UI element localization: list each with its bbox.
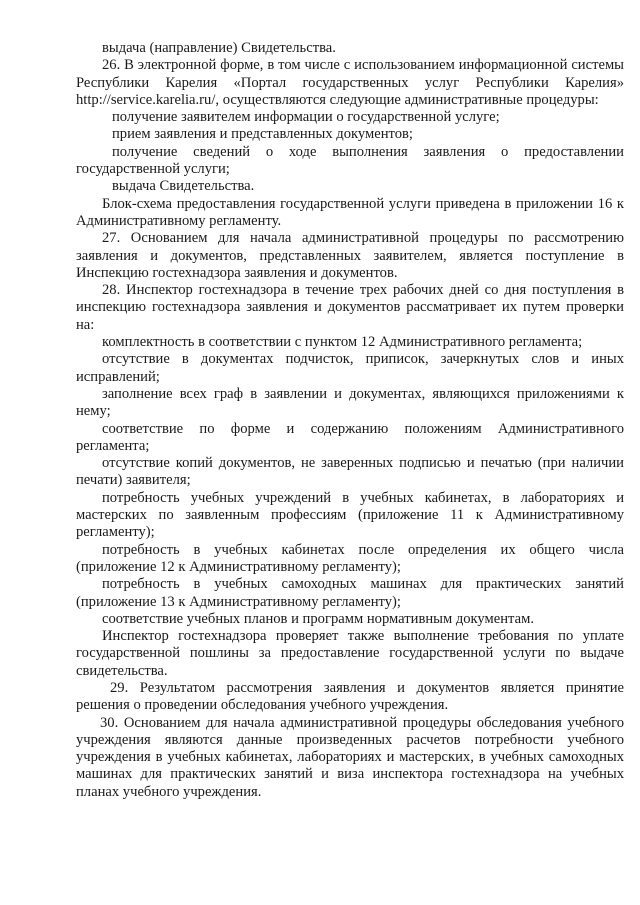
paragraph-30: 30. Основанием для начала административной процедуры обследования учебного учреждения являются данные произведенных расчетов потребности учебного учреждения в учебных кабинетах, лабораториях и мастерских, в учебных самоходных машинах для практических занятий и виза инспектора гостехнадзора на учебных планах учебного учреждения. (76, 714, 624, 800)
document-body (76, 40, 624, 801)
list-item: прием заявления и представленных документов; (112, 126, 413, 143)
paragraph-28: 28. Инспектор гостехнадзора в течение трех рабочих дней со дня поступления в инспекцию гостехнадзора заявления и документов рассматривает их путем проверки на: (76, 282, 624, 333)
list-item: отсутствие копий документов, не заверенных подписью и печатью (при наличии печати) заявителя; (76, 455, 624, 489)
list-item: соответствие по форме и содержанию положениям Административного регламента; (76, 420, 624, 454)
list-item: получение заявителем информации о государственной услуге; (112, 109, 500, 126)
list-item: потребность учебных учреждений в учебных кабинетах, в лабораториях и мастерских по заявленным профессиям (приложение 11 к Административному регламенту); (76, 489, 624, 541)
list-item: соответствие учебных планов и программ нормативным документам. (102, 610, 534, 627)
list-item: заполнение всех граф в заявлении и документах, являющихся приложениями к нему; (76, 385, 624, 420)
paragraph-inspector: Инспектор гостехнадзора проверяет также выполнение требования по уплате государственной пошлины за предоставление государственной услуги по выдаче свидетельства. (76, 628, 624, 679)
list-item: отсутствие в документах подчисток, приписок, зачеркнутых слов и иных исправлений; (76, 351, 624, 385)
list-item: выдача Свидетельства. (112, 178, 255, 195)
paragraph-26: 26. В электронной форме, в том числе с использованием информационной системы Республики Карелия «Портал государственных услуг Республики Карелия» http://service.karelia.ru/, осуществляются следующие административные процедуры: (76, 57, 624, 108)
paragraph-continuation: выдача (направление) Свидетельства. (102, 40, 336, 56)
list-item: потребность в учебных самоходных машинах для практических занятий (приложение 13 к Административному регламенту); (76, 576, 624, 610)
paragraph-block-scheme: Блок-схема предоставления государственной услуги приведена в приложении 16 к Административному регламенту. (76, 195, 624, 229)
list-item: комплектность в соответствии с пунктом 12 Административного регламента; (102, 334, 583, 351)
paragraph-29: 29. Результатом рассмотрения заявления и документов является принятие решения о проведении обследования учебного учреждения. (76, 679, 624, 714)
list-item: получение сведений о ходе выполнения заявления о предоставлении государственной услуги; (76, 143, 624, 178)
list-item: потребность в учебных кабинетах после определения их общего числа (приложение 12 к Административному регламенту); (76, 541, 624, 575)
paragraph-27: 27. Основанием для начала административной процедуры по рассмотрению заявления и документов, представленных заявителем, является поступление в Инспекцию гостехнадзора заявления и документов. (76, 230, 624, 281)
